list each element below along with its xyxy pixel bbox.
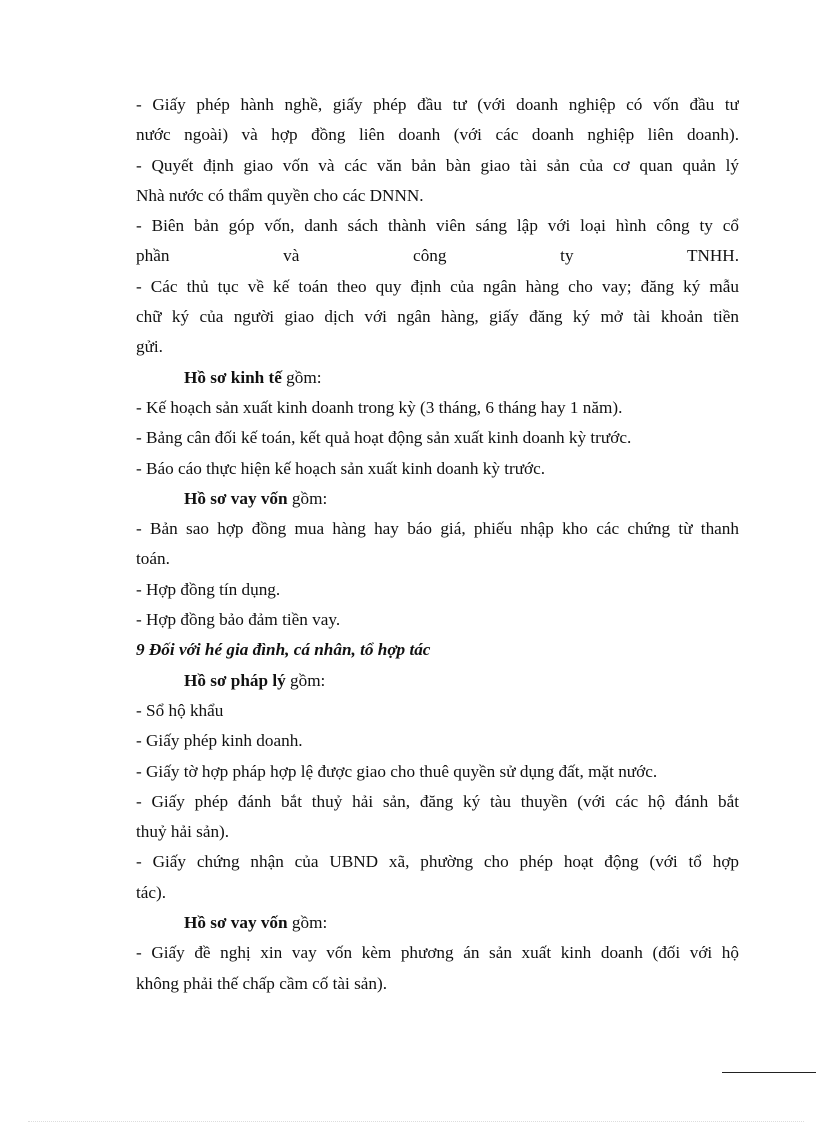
list-item: - Kế hoạch sản xuất kinh doanh trong kỳ (3 tháng, 6 tháng hay 1 năm). xyxy=(136,397,623,417)
page-bottom-divider xyxy=(28,1121,804,1122)
document-page xyxy=(136,90,739,999)
heading-rest-text: gồm: xyxy=(281,367,322,387)
list-item-continuation: thuỷ hải sản). xyxy=(136,822,230,842)
paragraph-line: nước ngoài) và hợp đồng liên doanh (với các doanh nghiệp liên doanh). xyxy=(136,125,739,145)
loan-records-heading xyxy=(136,908,739,938)
heading-bold-text: Hồ sơ vay vốn xyxy=(184,488,288,508)
list-item: - Giấy chứng nhận của UBND xã, phường cho phép hoạt động (với tổ hợp xyxy=(136,852,739,872)
section-heading-text: Đối với hé gia đình, cá nhân, tổ hợp tác xyxy=(148,640,431,660)
heading-bold-text: Hồ sơ pháp lý xyxy=(184,670,286,690)
bullet-glyph: 9 xyxy=(136,640,145,660)
footer-rule xyxy=(722,1072,816,1073)
paragraph-line: phần và công ty TNHH. xyxy=(136,246,739,266)
list-item-continuation: toán. xyxy=(136,549,170,569)
paragraph-line: - Giấy phép hành nghề, giấy phép đầu tư (với doanh nghiệp có vốn đầu tư xyxy=(136,95,739,114)
list-item: - Giấy phép kinh doanh. xyxy=(136,731,303,751)
legal-records-heading xyxy=(136,666,739,696)
paragraph-line: Nhà nước có thẩm quyền cho các DNNN. xyxy=(136,185,424,205)
paragraph-line: chữ ký của người giao dịch với ngân hàng, giấy đăng ký mở tài khoản tiền xyxy=(136,307,739,327)
list-item: - Giấy tờ hợp pháp hợp lệ được giao cho thuê quyền sử dụng đất, mặt nước. xyxy=(136,761,658,781)
paragraph-line: gửi. xyxy=(136,337,163,357)
list-item-continuation: không phải thế chấp cầm cố tài sản). xyxy=(136,973,388,993)
loan-records-heading xyxy=(136,484,739,514)
heading-bold-text: Hồ sơ kinh tế xyxy=(184,367,282,387)
heading-rest-text: gồm: xyxy=(285,670,326,690)
list-item: - Hợp đồng bảo đảm tiền vay. xyxy=(136,610,341,630)
section-heading xyxy=(136,635,739,665)
list-item-continuation: tác). xyxy=(136,882,167,902)
paragraph-line: - Quyết định giao vốn và các văn bản bàn giao tài sản của cơ quan quản lý xyxy=(136,155,739,175)
list-item: - Bảng cân đối kế toán, kết quả hoạt động sản xuất kinh doanh kỳ trước. xyxy=(136,428,632,448)
heading-bold-text: Hồ sơ vay vốn xyxy=(184,913,288,933)
list-item: - Hợp đồng tín dụng. xyxy=(136,579,281,599)
list-item: - Báo cáo thực hiện kế hoạch sản xuất kinh doanh kỳ trước. xyxy=(136,458,546,478)
list-item: - Giấy đề nghị xin vay vốn kèm phương án sản xuất kinh doanh (đối với hộ xyxy=(136,943,739,963)
heading-rest-text: gồm: xyxy=(287,913,328,933)
economic-records-heading xyxy=(136,363,739,393)
heading-rest-text: gồm: xyxy=(287,488,328,508)
list-item: - Bản sao hợp đồng mua hàng hay báo giá, phiếu nhập kho các chứng từ thanh xyxy=(136,519,739,539)
paragraph-line: - Các thủ tục về kế toán theo quy định của ngân hàng cho vay; đăng ký mẫu xyxy=(136,276,739,296)
list-item: - Sổ hộ khẩu xyxy=(136,700,224,720)
paragraph-line: - Biên bản góp vốn, danh sách thành viên sáng lập với loại hình công ty cổ xyxy=(136,216,739,236)
list-item: - Giấy phép đánh bắt thuỷ hải sản, đăng ký tàu thuyền (với các hộ đánh bắt xyxy=(136,791,739,811)
